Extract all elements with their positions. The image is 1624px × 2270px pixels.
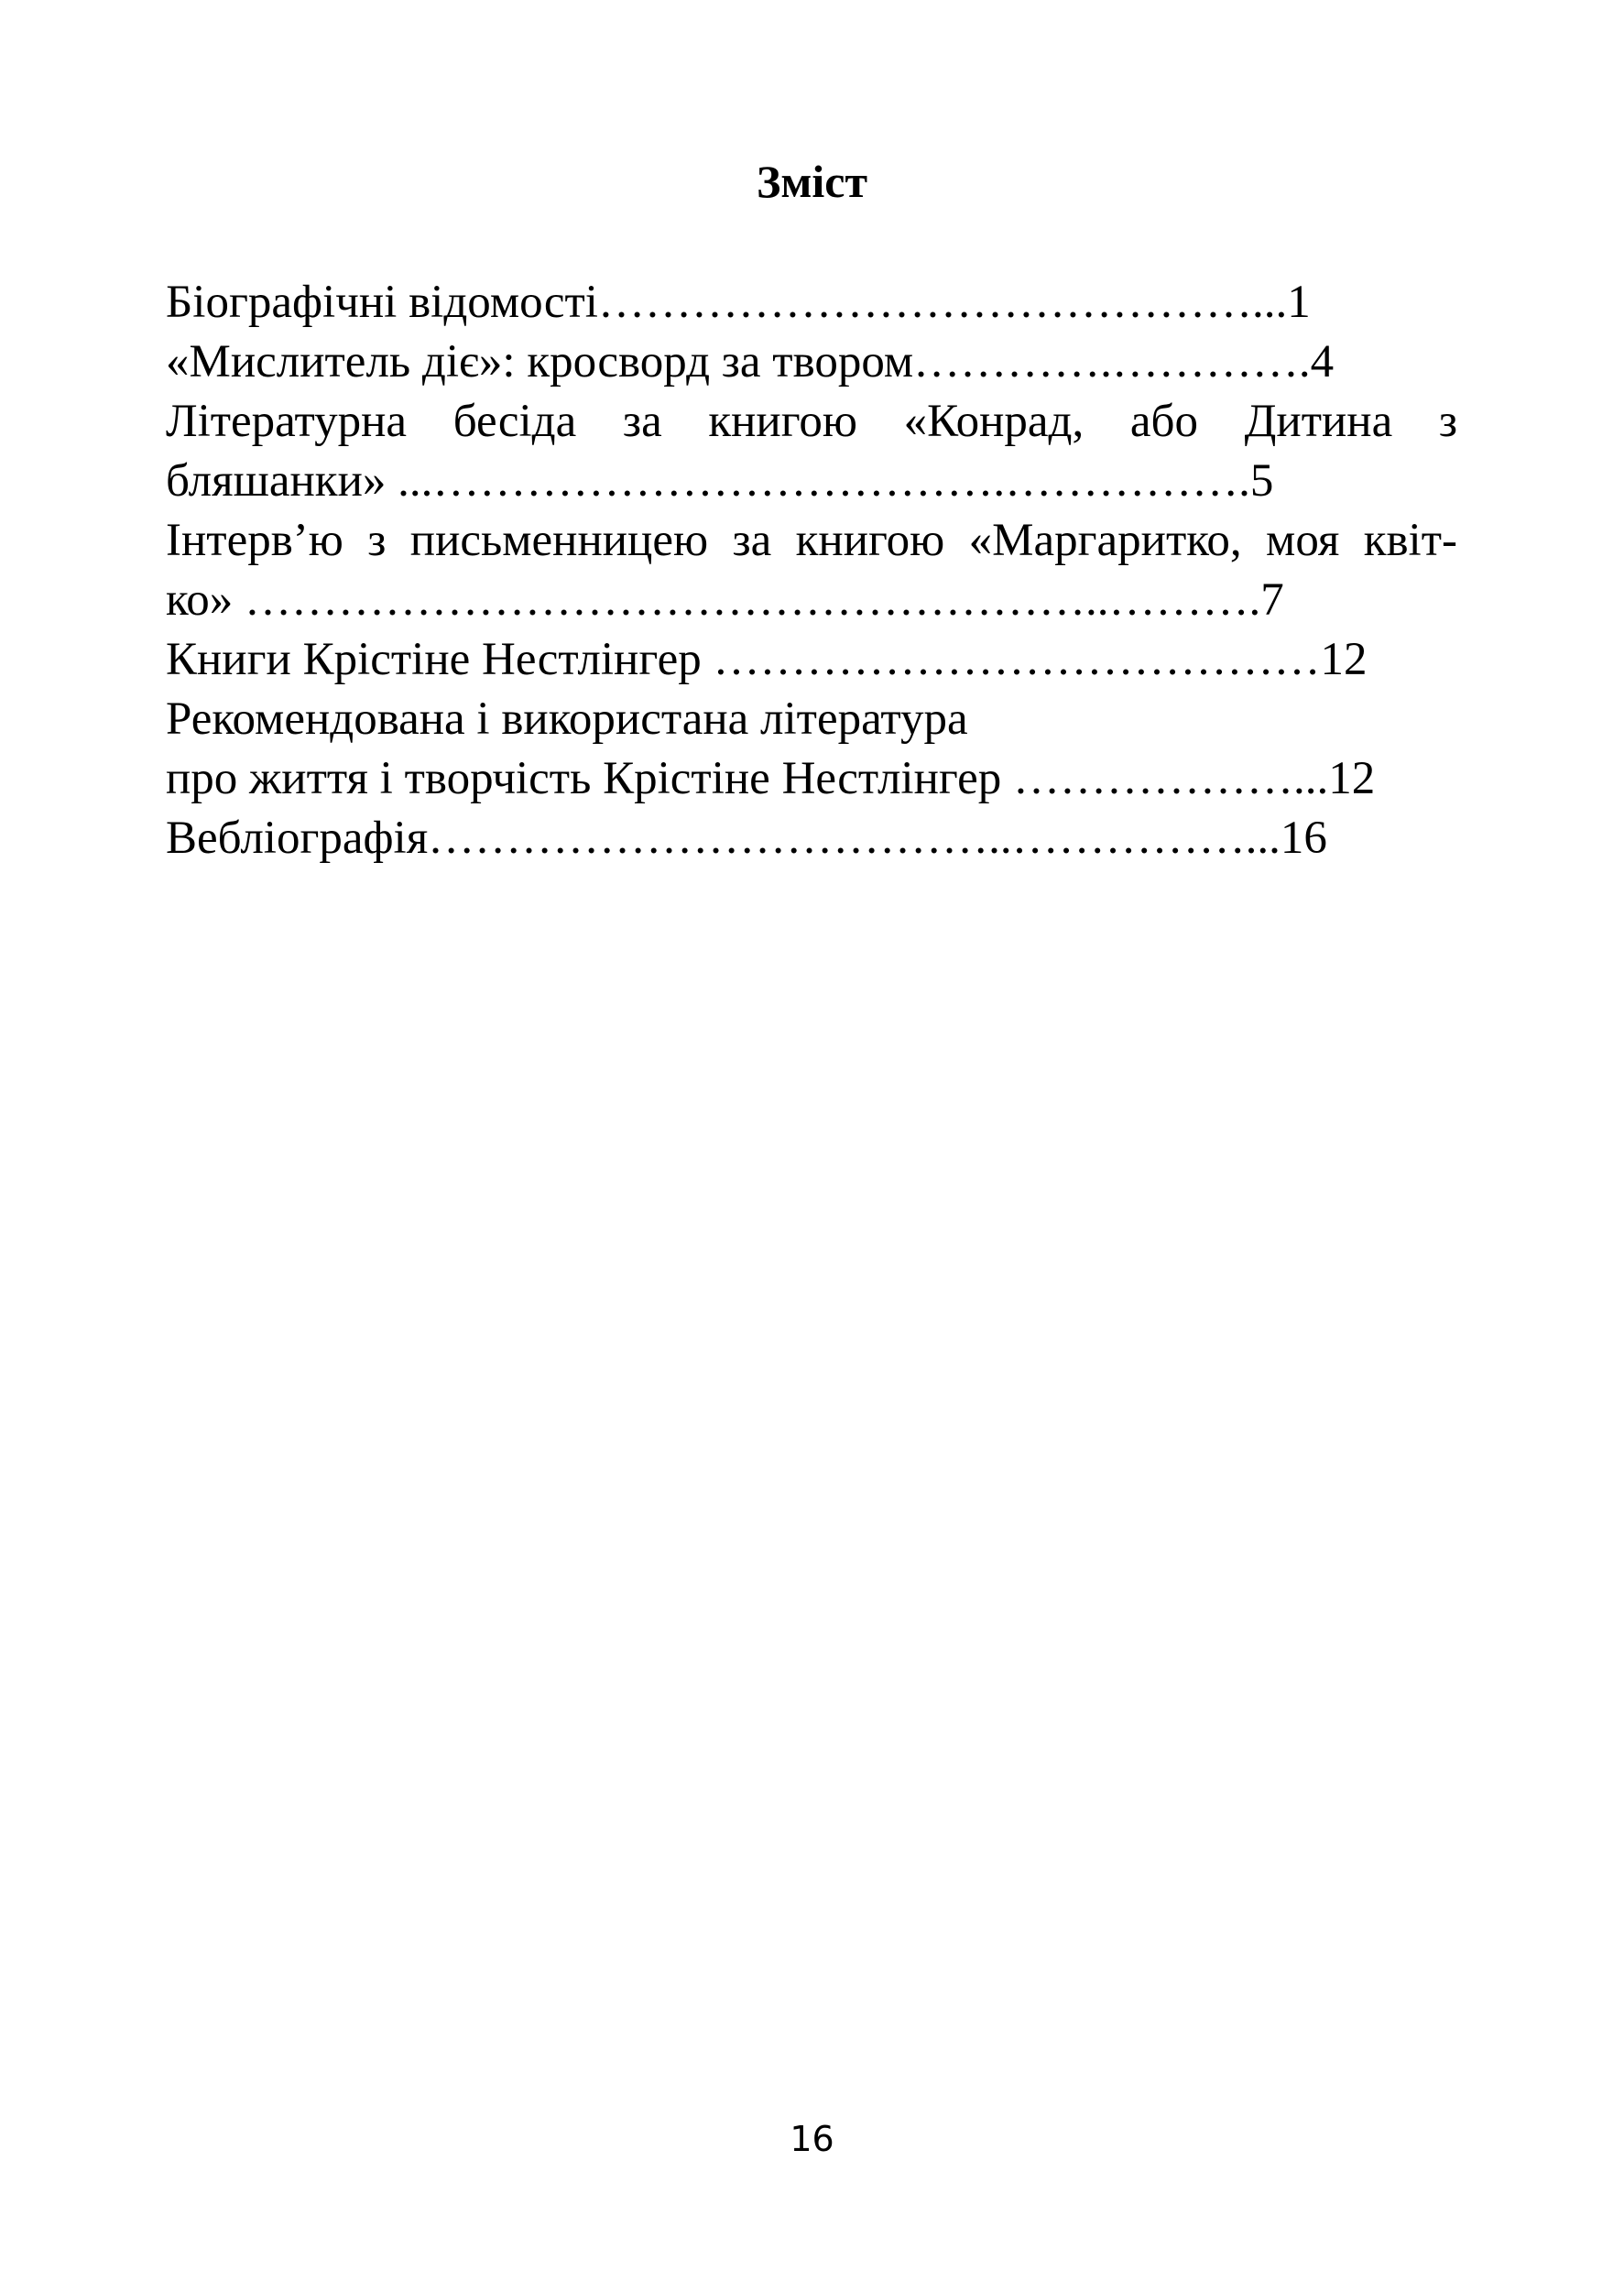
toc-entry-biography: Біографічні відомості……………………………………...1 [166, 277, 1311, 328]
toc-entry-recommended-literature-continued: про життя і творчість Крістіне Нестлінгер ………………...12 [166, 753, 1376, 804]
toc-entry-webliography: Вебліографія………………………………..……………...16 [166, 813, 1327, 864]
toc-entry-recommended-literature: Рекомендована і використана література [166, 693, 968, 745]
toc-entry-crossword: «Мислитель діє»: кросворд за твором………….………….4 [166, 336, 1335, 387]
page-title: Зміст [756, 156, 868, 207]
table-of-contents [166, 273, 1457, 868]
toc-entry-interview: Інтерв’ю з письменницею за книгою «Маргаритко, моя квіт- [166, 515, 1457, 566]
toc-entry-literary-talk: Літературна бесіда за книгою «Конрад, або Дитина з [166, 396, 1457, 447]
page-number: 16 [790, 2119, 834, 2159]
toc-entry-literary-talk-continued: бляшанки» ...……………………………….…………….5 [166, 455, 1274, 507]
toc-entry-interview-continued: ко» ………………………………………………..……….7 [166, 574, 1284, 626]
toc-entry-books: Книги Крістіне Нестлінгер …………………………………12 [166, 634, 1368, 685]
